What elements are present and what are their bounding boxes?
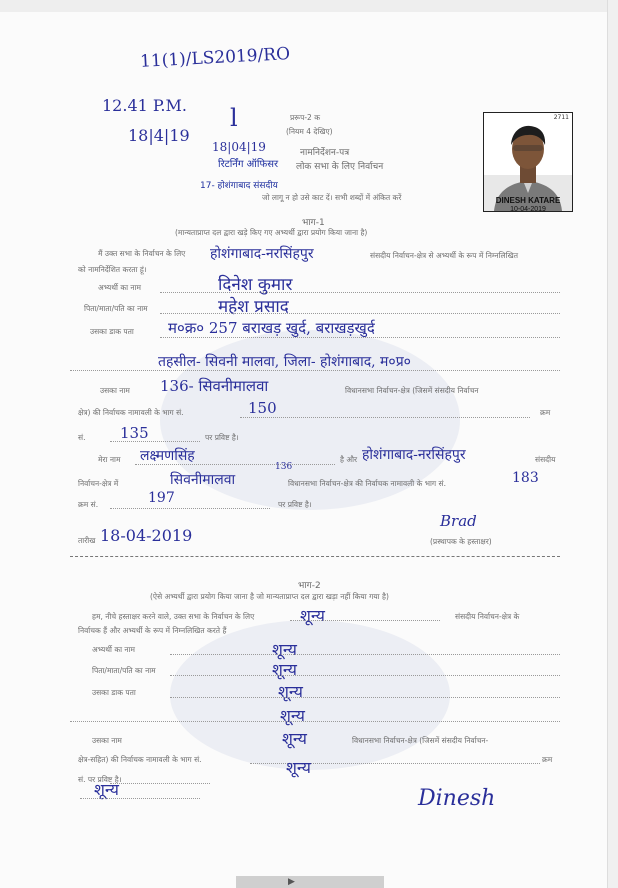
strike-note: जो लागू न हो उसे काट दें। सभी शब्दों में अंकित करें (262, 193, 402, 202)
initial-mark: l (230, 104, 238, 132)
photo-number: 2711 (553, 114, 569, 121)
handwritten-address-line2: तहसील- सिवनी मालवा, जिला- होशंगाबाद, म०प्र० (158, 354, 411, 370)
handwritten-time: 12.41 P.M. (102, 96, 187, 115)
proposer-line3a: क्रम सं. (78, 500, 99, 509)
handwritten-reference: 11(1)/LS2019/RO (139, 44, 291, 72)
form-title: प्ररूप-2 क (290, 113, 320, 122)
proposer-line2b: विधानसभा निर्वाचन-क्षेत्र की निर्वाचक नामावली के भाग सं. (288, 479, 446, 488)
proposer-line3b: पर प्रविष्ट है। (278, 500, 312, 509)
scan-bottom-strip (236, 876, 384, 888)
stamp-line1: रिटर्निंग ऑफिसर (218, 159, 279, 170)
p2-line-c: सं. पर प्रविष्ट है। (78, 775, 122, 784)
scan-smudge (170, 620, 450, 770)
dotted-line (80, 798, 200, 799)
dotted-line (170, 654, 560, 655)
proposer-sign-label: (प्रस्थापक के हस्ताक्षर) (430, 537, 492, 546)
handwritten-candidate-name: दिनेश कुमार (218, 275, 293, 295)
nominate-suffix: संसदीय निर्वाचन-क्षेत्र से अभ्यर्थी के रूप में निम्नलिखित (370, 251, 518, 260)
part2-note: (ऐसे अभ्यर्थी द्वारा प्रयोग किया जाना है जो मान्यताप्राप्त दल द्वारा खड़ा नहीं किया गया है) (150, 592, 389, 601)
part2-title: भाग-2 (298, 581, 321, 591)
nominate-prefix: मैं उक्त सभा के निर्वाचन के लिए (98, 249, 186, 258)
p2-line-b: क्रम (542, 755, 553, 764)
dotted-line (170, 675, 560, 676)
candidate-photo (483, 112, 573, 212)
handwritten-proposer-name: लक्ष्मणसिंह (140, 448, 195, 464)
dotted-line (160, 313, 560, 314)
handwritten-signature-top: 18|04|19 (212, 140, 266, 154)
dotted-line (135, 464, 335, 465)
handwritten-nil-2: शून्य (272, 640, 297, 659)
handwritten-assembly: 136- सिवनीमालवा (160, 377, 269, 395)
photo-name: DINESH KATARE (495, 196, 561, 205)
srno-label: क्षेत्र) की निर्वाचक नामावली के भाग सं. (78, 408, 184, 417)
address-label: उसका डाक पता (90, 327, 134, 336)
p2-assembly-label: उसका नाम (92, 736, 122, 745)
dotted-line (110, 508, 270, 509)
handwritten-date: 18-04-2019 (100, 526, 193, 545)
proposer-line2a: निर्वाचन-क्षेत्र में (78, 479, 119, 488)
handwritten-constituency: होशंगाबाद-नरसिंहपुर (210, 246, 314, 262)
proposer-mid: है और (340, 455, 358, 464)
play-icon: ▶ (288, 877, 295, 887)
photo-date: 10-04-2019 (510, 206, 546, 212)
p2-address-label: उसका डाक पता (92, 688, 136, 697)
dotted-line (160, 337, 560, 338)
handwritten-nil-1: शून्य (300, 606, 325, 625)
dotted-line (70, 370, 560, 371)
dotted-line (170, 697, 560, 698)
dotted-line (160, 292, 560, 293)
stamp-line2: 17- होशंगाबाद संसदीय (200, 181, 278, 191)
dotted-line (110, 783, 210, 784)
p2-line-a: क्षेत्र-सहित) की निर्वाचक नामावली के भाग सं. (78, 755, 202, 764)
handwritten-proposer-sr-no: 197 (148, 490, 175, 506)
section-divider (70, 556, 560, 557)
part1-note: (मान्यताप्राप्त दल द्वारा खड़े किए गए अभ्यर्थी द्वारा प्रयोग किया जाना है) (175, 228, 368, 237)
partno-label: सं. (78, 433, 86, 442)
partno-suffix: पर प्रविष्ट है। (205, 433, 239, 442)
handwritten-part-no: 135 (120, 424, 149, 442)
handwritten-proposer-constituency: होशंगाबाद-नरसिंहपुर (362, 447, 466, 463)
scan-edge-right (607, 0, 618, 888)
handwritten-nil-3: शून्य (272, 660, 297, 679)
handwritten-proposer-assembly: सिवनीमालवा (170, 472, 236, 488)
handwritten-nil-4: शून्य (278, 682, 303, 701)
p2-candidate-label: अभ्यर्थी का नाम (92, 645, 135, 654)
p2-assembly-b: विधानसभा निर्वाचन-क्षेत्र (जिसमें संसदीय निर्वाचन- (352, 736, 489, 745)
handwritten-nil-8: शून्य (94, 780, 119, 799)
handwritten-father-name: महेश प्रसाद (218, 297, 289, 317)
handwritten-proposer-assembly-no: 136 (275, 462, 293, 472)
dotted-line (70, 721, 560, 722)
dotted-line (110, 441, 200, 442)
handwritten-address-line1: म०क्र० 257 बराखड़ खुर्द, बराखड़खुर्द (168, 319, 375, 337)
assembly-label: उसका नाम (100, 386, 130, 395)
election-to-title: लोक सभा के लिए निर्वाचन (296, 162, 384, 172)
handwritten-sr-no: 150 (248, 399, 277, 417)
part1-title: भाग-1 (302, 218, 325, 228)
date-label: तारीख (78, 536, 96, 545)
handwritten-nil-5: शून्य (280, 706, 305, 725)
father-name-label: पिता/माता/पति का नाम (84, 304, 148, 313)
part2-line2: निर्वाचक हैं और अभ्यर्थी के रूप में निम्नलिखित करते हैं (78, 626, 227, 635)
candidate-name-label: अभ्यर्थी का नाम (98, 283, 141, 292)
candidate-signature: Dinesh (418, 786, 496, 811)
nomination-paper-title: नामनिर्देशन-पत्र (300, 148, 350, 158)
rule-reference: (नियम 4 देखिए) (286, 127, 333, 136)
p2-father-label: पिता/माता/पति का नाम (92, 666, 156, 675)
proposer-suffix: संसदीय (535, 455, 556, 464)
srno-suffix: क्रम (540, 408, 551, 417)
handwritten-nil-6: शून्य (282, 729, 307, 748)
handwritten-proposer-part-no: 183 (512, 470, 539, 486)
dotted-line (240, 417, 530, 418)
scan-edge-top (0, 0, 618, 12)
nominate-line2: को नामनिर्देशित करता हूं। (78, 265, 147, 274)
proposer-signature: Brad (440, 512, 477, 530)
handwritten-date-top: 18|4|19 (128, 126, 190, 145)
proposer-name-label: मेरा नाम (98, 455, 121, 464)
part2-intro-b: संसदीय निर्वाचन-क्षेत्र के (455, 612, 520, 621)
assembly-suffix: विधानसभा निर्वाचन-क्षेत्र (जिसमें संसदीय निर्वाचन (345, 386, 479, 395)
dotted-line (290, 620, 440, 621)
handwritten-nil-7: शून्य (286, 758, 311, 777)
part2-intro: हम, नीचे हस्ताक्षर करने वाले, उक्त सभा के निर्वाचन के लिए (92, 612, 255, 621)
